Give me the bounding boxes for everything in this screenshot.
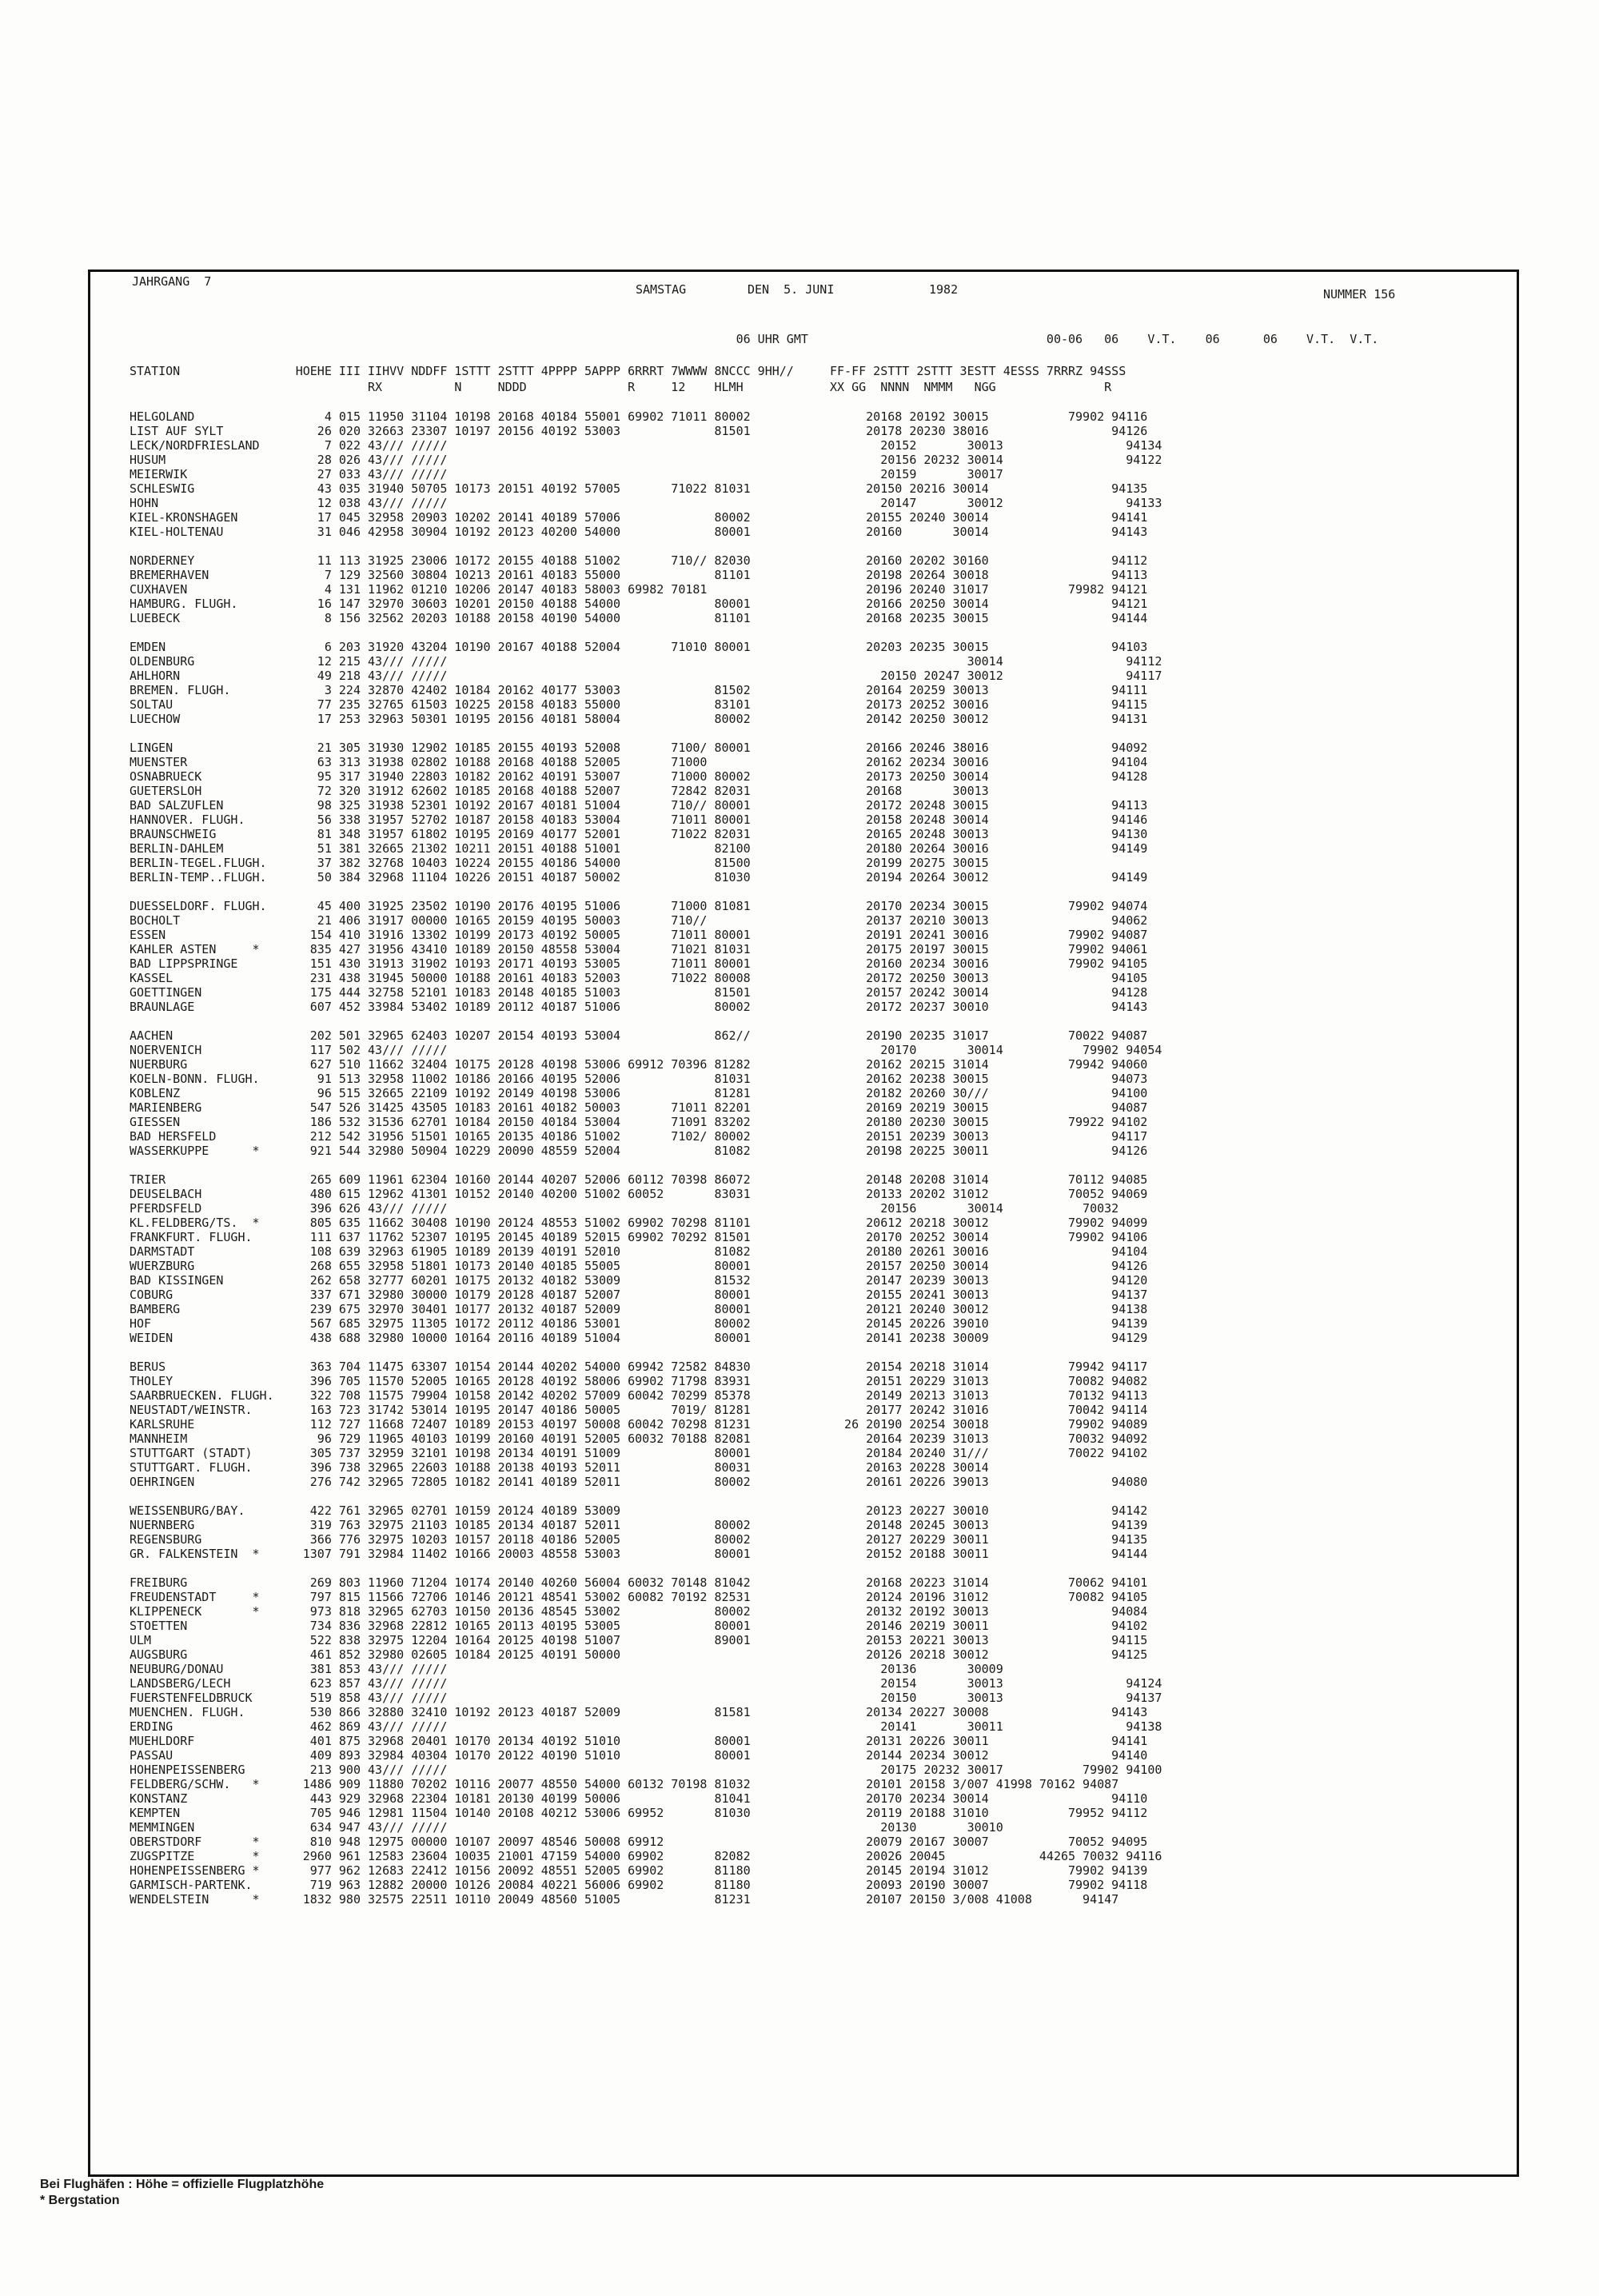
station-row: BAD HERSFELD 212 542 31956 51501 10165 20135 40186 51002 7102/ 80002 20151 20239 30013 94117 — [130, 1129, 1148, 1144]
station-row: BAD KISSINGEN 262 658 32777 60201 10175 20132 40182 53009 81532 20147 20239 30013 94120 — [130, 1273, 1148, 1288]
station-row: LUECHOW 17 253 32963 50301 10195 20156 40181 58004 80002 20142 20250 30012 94131 — [130, 712, 1148, 726]
station-row: HANNOVER. FLUGH. 56 338 31957 52702 10187 20158 40183 53004 71011 80001 20158 20248 30014 94146 — [130, 813, 1148, 827]
station-row: KIEL-KRONSHAGEN 17 045 32958 20903 10202 20141 40189 57006 80002 20155 20240 30014 94141 — [130, 510, 1148, 525]
row-spacer — [130, 539, 1162, 553]
row-spacer — [130, 726, 1162, 741]
station-row: COBURG 337 671 32980 30000 10179 20128 40187 52007 80001 20155 20241 30013 94137 — [130, 1288, 1148, 1302]
station-row: CUXHAVEN 4 131 11962 01210 10206 20147 40183 58003 69982 70181 20196 20240 31017 79982 94121 — [130, 582, 1148, 597]
station-row: PASSAU 409 893 32984 40304 10170 20122 40190 51010 80001 20144 20234 30012 94140 — [130, 1748, 1148, 1763]
station-row: PFERDSFELD 396 626 43/// ///// 20156 30014 70032 — [130, 1201, 1119, 1216]
station-row: ULM 522 838 32975 12204 10164 20125 40198 51007 89001 20153 20221 30013 94115 — [130, 1633, 1148, 1647]
station-row: WASSERKUPPE * 921 544 32980 50904 10229 20090 48559 52004 81082 20198 20225 30011 94126 — [130, 1144, 1148, 1158]
station-row: NEUBURG/DONAU 381 853 43/// ///// 20136 30009 — [130, 1662, 1003, 1676]
station-row: FUERSTENFELDBRUCK 519 858 43/// ///// 20150 30013 94137 — [130, 1691, 1162, 1705]
station-row: EMDEN 6 203 31920 43204 10190 20167 40188 52004 71010 80001 20203 20235 30015 94103 — [130, 640, 1148, 654]
station-row: KOELN-BONN. FLUGH. 91 513 32958 11002 10186 20166 40195 52006 81031 20162 20238 30015 94073 — [130, 1072, 1148, 1086]
station-row: NOERVENICH 117 502 43/// ///// 20170 30014 79902 94054 — [130, 1043, 1162, 1057]
station-row: BERUS 363 704 11475 63307 10154 20144 40202 54000 69942 72582 84830 20154 20218 31014 79942 94117 — [130, 1360, 1148, 1374]
column-header-time: 06 UHR GMT 00-06 06 V.T. 06 06 V.T. V.T. — [130, 332, 1379, 346]
row-spacer — [130, 1345, 1162, 1360]
row-spacer — [130, 625, 1162, 640]
station-row: OBERSTDORF * 810 948 12975 00000 10107 20097 48546 50008 69912 20079 20167 30007 70052 94095 — [130, 1835, 1148, 1849]
station-row: BAMBERG 239 675 32970 30401 10177 20132 40187 52009 80001 20121 20240 30012 94138 — [130, 1302, 1148, 1316]
row-spacer — [130, 1158, 1162, 1172]
row-spacer — [130, 1014, 1162, 1028]
station-row: BRAUNSCHWEIG 81 348 31957 61802 10195 20169 40177 52001 71022 82031 20165 20248 30013 94130 — [130, 827, 1148, 841]
station-row: FREUDENSTADT * 797 815 11566 72706 10146 20121 48541 53002 60082 70192 82531 20124 20196 31012 70082 94105 — [130, 1590, 1148, 1604]
station-row: MEMMINGEN 634 947 43/// ///// 20130 30010 — [130, 1820, 1003, 1835]
station-row: HELGOLAND 4 015 11950 31104 10198 20168 40184 55001 69902 71011 80002 20168 20192 30015 79902 94116 — [130, 409, 1148, 424]
station-row: ESSEN 154 410 31916 13302 10199 20173 40192 50005 71011 80001 20191 20241 30016 79902 94087 — [130, 928, 1148, 942]
station-row: NORDERNEY 11 113 31925 23006 10172 20155 40188 51002 710// 82030 20160 20202 30160 94112 — [130, 553, 1148, 568]
station-row: FREIBURG 269 803 11960 71204 10174 20140 40260 56004 60032 70148 81042 20168 20223 31014 70062 94101 — [130, 1575, 1148, 1590]
station-row: OSNABRUECK 95 317 31940 22803 10182 20162 40191 53007 71000 80002 20173 20250 30014 94128 — [130, 769, 1148, 784]
station-row: KAHLER ASTEN * 835 427 31956 43410 10189 20150 48558 53004 71021 81031 20175 20197 30015 79902 94061 — [130, 942, 1148, 956]
station-row: GIESSEN 186 532 31536 62701 10184 20150 40184 53004 71091 83202 20180 20230 30015 79922 94102 — [130, 1115, 1148, 1129]
station-row: AHLHORN 49 218 43/// ///// 20150 20247 30012 94117 — [130, 669, 1162, 683]
station-row: HOF 567 685 32975 11305 10172 20112 40186 53001 80002 20145 20226 39010 94139 — [130, 1316, 1148, 1331]
station-row: WEISSENBURG/BAY. 422 761 32965 02701 10159 20124 40189 53009 20123 20227 30010 94142 — [130, 1503, 1148, 1518]
station-row: KEMPTEN 705 946 12981 11504 10140 20108 40212 53006 69952 81030 20119 20188 31010 79952 94112 — [130, 1806, 1148, 1820]
station-row: SOLTAU 77 235 32765 61503 10225 20158 40183 55000 83101 20173 20252 30016 94115 — [130, 697, 1148, 712]
station-row: OEHRINGEN 276 742 32965 72805 10182 20141 40189 52011 80002 20161 20226 39013 94080 — [130, 1475, 1148, 1489]
station-row: SCHLESWIG 43 035 31940 50705 10173 20151 40192 57005 71022 81031 20150 20216 30014 94135 — [130, 481, 1148, 496]
station-row: BREMEN. FLUGH. 3 224 32870 42402 10184 20162 40177 53003 81502 20164 20259 30013 94111 — [130, 683, 1148, 697]
station-row: TRIER 265 609 11961 62304 10160 20144 40207 52006 60112 70398 86072 20148 20208 31014 70112 94085 — [130, 1172, 1148, 1187]
station-row: BERLIN-TEGEL.FLUGH. 37 382 32768 10403 10224 20155 40186 54000 81500 20199 20275 30015 — [130, 856, 989, 870]
station-row: LECK/NORDFRIESLAND 7 022 43/// ///// 20152 30013 94134 — [130, 438, 1162, 453]
date-label: DEN 5. JUNI — [748, 282, 835, 297]
station-row: FELDBERG/SCHW. * 1486 909 11880 70202 10116 20077 48550 54000 60132 70198 81032 20101 20158 3/007 41998 70162 94087 — [130, 1777, 1119, 1791]
station-row: GARMISCH-PARTENK. 719 963 12882 20000 10126 20084 40221 56006 69902 81180 20093 20190 30007 79902 94118 — [130, 1878, 1148, 1892]
station-row: KONSTANZ 443 929 32968 22304 10181 20130 40199 50006 81041 20170 20234 30014 94110 — [130, 1791, 1148, 1806]
station-row: LANDSBERG/LECH 623 857 43/// ///// 20154 30013 94124 — [130, 1676, 1162, 1691]
issue-number: NUMMER 156 — [1323, 287, 1396, 301]
station-row: MARIENBERG 547 526 31425 43505 10183 20161 40182 50003 71011 82201 20169 20219 30015 94087 — [130, 1100, 1148, 1115]
station-row: GOETTINGEN 175 444 32758 52101 10183 20148 40185 51003 81501 20157 20242 30014 94128 — [130, 985, 1148, 1000]
row-spacer — [130, 884, 1162, 899]
year-label: 1982 — [929, 282, 959, 297]
station-row: KLIPPENECK * 973 818 32965 62703 10150 20136 48545 53002 80002 20132 20192 30013 94084 — [130, 1604, 1148, 1619]
station-row: KOBLENZ 96 515 32665 22109 10192 20149 40198 53006 81281 20182 20260 30/// 94100 — [130, 1086, 1148, 1100]
station-row: MUENCHEN. FLUGH. 530 866 32880 32410 10192 20123 40187 52009 81581 20134 20227 30008 94143 — [130, 1705, 1148, 1719]
column-header-subcodes: RX N NDDD R 12 HLMH XX GG NNNN NMMM NGG R — [130, 380, 1112, 394]
station-row: BAD LIPPSPRINGE 151 430 31913 31902 10193 20171 40193 53005 71011 80001 20160 20234 30016 79902 94105 — [130, 956, 1148, 971]
station-row: BREMERHAVEN 7 129 32560 30804 10213 20161 40183 55000 81101 20198 20264 30018 94113 — [130, 568, 1148, 582]
station-row: STOETTEN 734 836 32968 22812 10165 20113 40195 53005 80001 20146 20219 30011 94102 — [130, 1619, 1148, 1633]
station-row: KASSEL 231 438 31945 50000 10188 20161 40183 52003 71022 80008 20172 20250 30013 94105 — [130, 971, 1148, 985]
station-row: OLDENBURG 12 215 43/// ///// 30014 94112 — [130, 654, 1162, 669]
station-row: BOCHOLT 21 406 31917 00000 10165 20159 40195 50003 710// 20137 20210 30013 94062 — [130, 913, 1148, 928]
station-row: HAMBURG. FLUGH. 16 147 32970 30603 10201 20150 40188 54000 80001 20166 20250 30014 94121 — [130, 597, 1148, 611]
station-row: KIEL-HOLTENAU 31 046 42958 30904 10192 20123 40200 54000 80001 20160 30014 94143 — [130, 525, 1148, 539]
station-row: REGENSBURG 366 776 32975 10203 10157 20118 40186 52005 80002 20127 20229 30011 94135 — [130, 1532, 1148, 1547]
station-row: NUERBURG 627 510 11662 32404 10175 20128 40198 53006 69912 70396 81282 20162 20215 31014 79942 94060 — [130, 1057, 1148, 1072]
station-row: BAD SALZUFLEN 98 325 31938 52301 10192 20167 40181 51004 710// 80001 20172 20248 30015 94113 — [130, 798, 1148, 813]
station-row: MUENSTER 63 313 31938 02802 10188 20168 40188 52005 71000 20162 20234 30016 94104 — [130, 755, 1148, 769]
station-row: KL.FELDBERG/TS. * 805 635 11662 30408 10190 20124 48553 51002 69902 70298 81101 20612 20218 30012 79902 94099 — [130, 1216, 1148, 1230]
station-row: WEIDEN 438 688 32980 10000 10164 20116 40189 51004 80001 20141 20238 30009 94129 — [130, 1331, 1148, 1345]
station-row: MUEHLDORF 401 875 32968 20401 10170 20134 40192 51010 80001 20131 20226 30011 94141 — [130, 1734, 1148, 1748]
station-row: MANNHEIM 96 729 11965 40103 10199 20160 40191 52005 60032 70188 82081 20164 20239 31013 70032 94092 — [130, 1432, 1148, 1446]
station-row: AACHEN 202 501 32965 62403 10207 20154 40193 53004 862// 20190 20235 31017 70022 94087 — [130, 1028, 1148, 1043]
station-row: WUERZBURG 268 655 32958 51801 10173 20140 40185 55005 80001 20157 20250 30014 94126 — [130, 1259, 1148, 1273]
row-spacer — [130, 1489, 1162, 1503]
station-row: NEUSTADT/WEINSTR. 163 723 31742 53014 10195 20147 40186 50005 7019/ 81281 20177 20242 31016 70042 94114 — [130, 1403, 1148, 1417]
station-row: ZUGSPITZE * 2960 961 12583 23604 10035 21001 47159 54000 69902 82082 20026 20045 44265 70032 94116 — [130, 1849, 1162, 1863]
station-row: DUESSELDORF. FLUGH. 45 400 31925 23502 10190 20176 40195 51006 71000 81081 20170 20234 30015 79902 94074 — [130, 899, 1148, 913]
row-spacer — [130, 1561, 1162, 1575]
station-row: DEUSELBACH 480 615 12962 41301 10152 20140 40200 51002 60052 83031 20133 20202 31012 70052 94069 — [130, 1187, 1148, 1201]
footnotes — [40, 2177, 324, 2209]
station-row: DARMSTADT 108 639 32963 61905 10189 20139 40191 52010 81082 20180 20261 30016 94104 — [130, 1244, 1148, 1259]
station-row: GR. FALKENSTEIN * 1307 791 32984 11402 10166 20003 48558 53003 80001 20152 20188 30011 94144 — [130, 1547, 1148, 1561]
station-row: HUSUM 28 026 43/// ///// 20156 20232 30014 94122 — [130, 453, 1162, 467]
station-row: HOHN 12 038 43/// ///// 20147 30012 94133 — [130, 496, 1162, 510]
station-row: LINGEN 21 305 31930 12902 10185 20155 40193 52008 7100/ 80001 20166 20246 38016 94092 — [130, 741, 1148, 755]
station-row: STUTTGART (STADT) 305 737 32959 32101 10198 20134 40191 51009 80001 20184 20240 31/// 70022 94102 — [130, 1446, 1148, 1460]
station-row: FRANKFURT. FLUGH. 111 637 11762 52307 10195 20145 40189 52015 69902 70292 81501 20170 20252 30014 79902 94106 — [130, 1230, 1148, 1244]
station-table — [130, 409, 1162, 1907]
column-header-codes: STATION HOEHE III IIHVV NDDFF 1STTT 2STTT 4PPPP 5APPP 6RRRT 7WWWW 8NCCC 9HH// FF-FF 2STTT 2STTT 3ESTT 4ESSS 7RRRZ 94SSS — [130, 364, 1126, 378]
jahrgang-label: JAHRGANG 7 — [132, 274, 212, 289]
footnote-airport-height: Bei Flughäfen : Höhe = offizielle Flugplatzhöhe — [40, 2178, 325, 2191]
weekday-label: SAMSTAG — [636, 282, 687, 297]
station-row: HOHENPEISSENBERG * 977 962 12683 22412 10156 20092 48551 52005 69902 81180 20145 20194 31012 79902 94139 — [130, 1863, 1148, 1878]
station-row: HOHENPEISSENBERG 213 900 43/// ///// 20175 20232 30017 79902 94100 — [130, 1763, 1162, 1777]
station-row: LUEBECK 8 156 32562 20203 10188 20158 40190 54000 81101 20168 20235 30015 94144 — [130, 611, 1148, 625]
station-row: THOLEY 396 705 11570 52005 10165 20128 40192 58006 69902 71798 83931 20151 20229 31013 70082 94082 — [130, 1374, 1148, 1388]
station-row: GUETERSLOH 72 320 31912 62602 10185 20168 40188 52007 72842 82031 20168 30013 — [130, 784, 989, 798]
station-row: AUGSBURG 461 852 32980 02605 10184 20125 40191 50000 20126 20218 30012 94125 — [130, 1647, 1148, 1662]
footnote-mountain-station: * Bergstation — [40, 2194, 120, 2207]
station-row: BRAUNLAGE 607 452 33984 53402 10189 20112 40187 51006 80002 20172 20237 30010 94143 — [130, 1000, 1148, 1014]
station-row: STUTTGART. FLUGH. 396 738 32965 22603 10188 20138 40193 52011 80031 20163 20228 30014 — [130, 1460, 989, 1475]
station-row: KARLSRUHE 112 727 11668 72407 10189 20153 40197 50008 60042 70298 81231 26 20190 20254 30018 79902 94089 — [130, 1417, 1148, 1432]
station-row: LIST AUF SYLT 26 020 32663 23307 10197 20156 40192 53003 81501 20178 20230 38016 94126 — [130, 424, 1148, 438]
station-row: ERDING 462 869 43/// ///// 20141 30011 94138 — [130, 1719, 1162, 1734]
station-row: NUERNBERG 319 763 32975 21103 10185 20134 40187 52011 80002 20148 20245 30013 94139 — [130, 1518, 1148, 1532]
station-row: MEIERWIK 27 033 43/// ///// 20159 30017 — [130, 467, 1003, 481]
station-row: SAARBRUECKEN. FLUGH. 322 708 11575 79904 10158 20142 40202 57009 60042 70299 85378 20149 20213 31013 70132 94113 — [130, 1388, 1148, 1403]
station-row: BERLIN-TEMP..FLUGH. 50 384 32968 11104 10226 20151 40187 50002 81030 20194 20264 30012 94149 — [130, 870, 1148, 884]
station-row: BERLIN-DAHLEM 51 381 32665 21302 10211 20151 40188 51001 82100 20180 20264 30016 94149 — [130, 841, 1148, 856]
station-row: WENDELSTEIN * 1832 980 32575 22511 10110 20049 48560 51005 81231 20107 20150 3/008 41008 94147 — [130, 1892, 1119, 1907]
